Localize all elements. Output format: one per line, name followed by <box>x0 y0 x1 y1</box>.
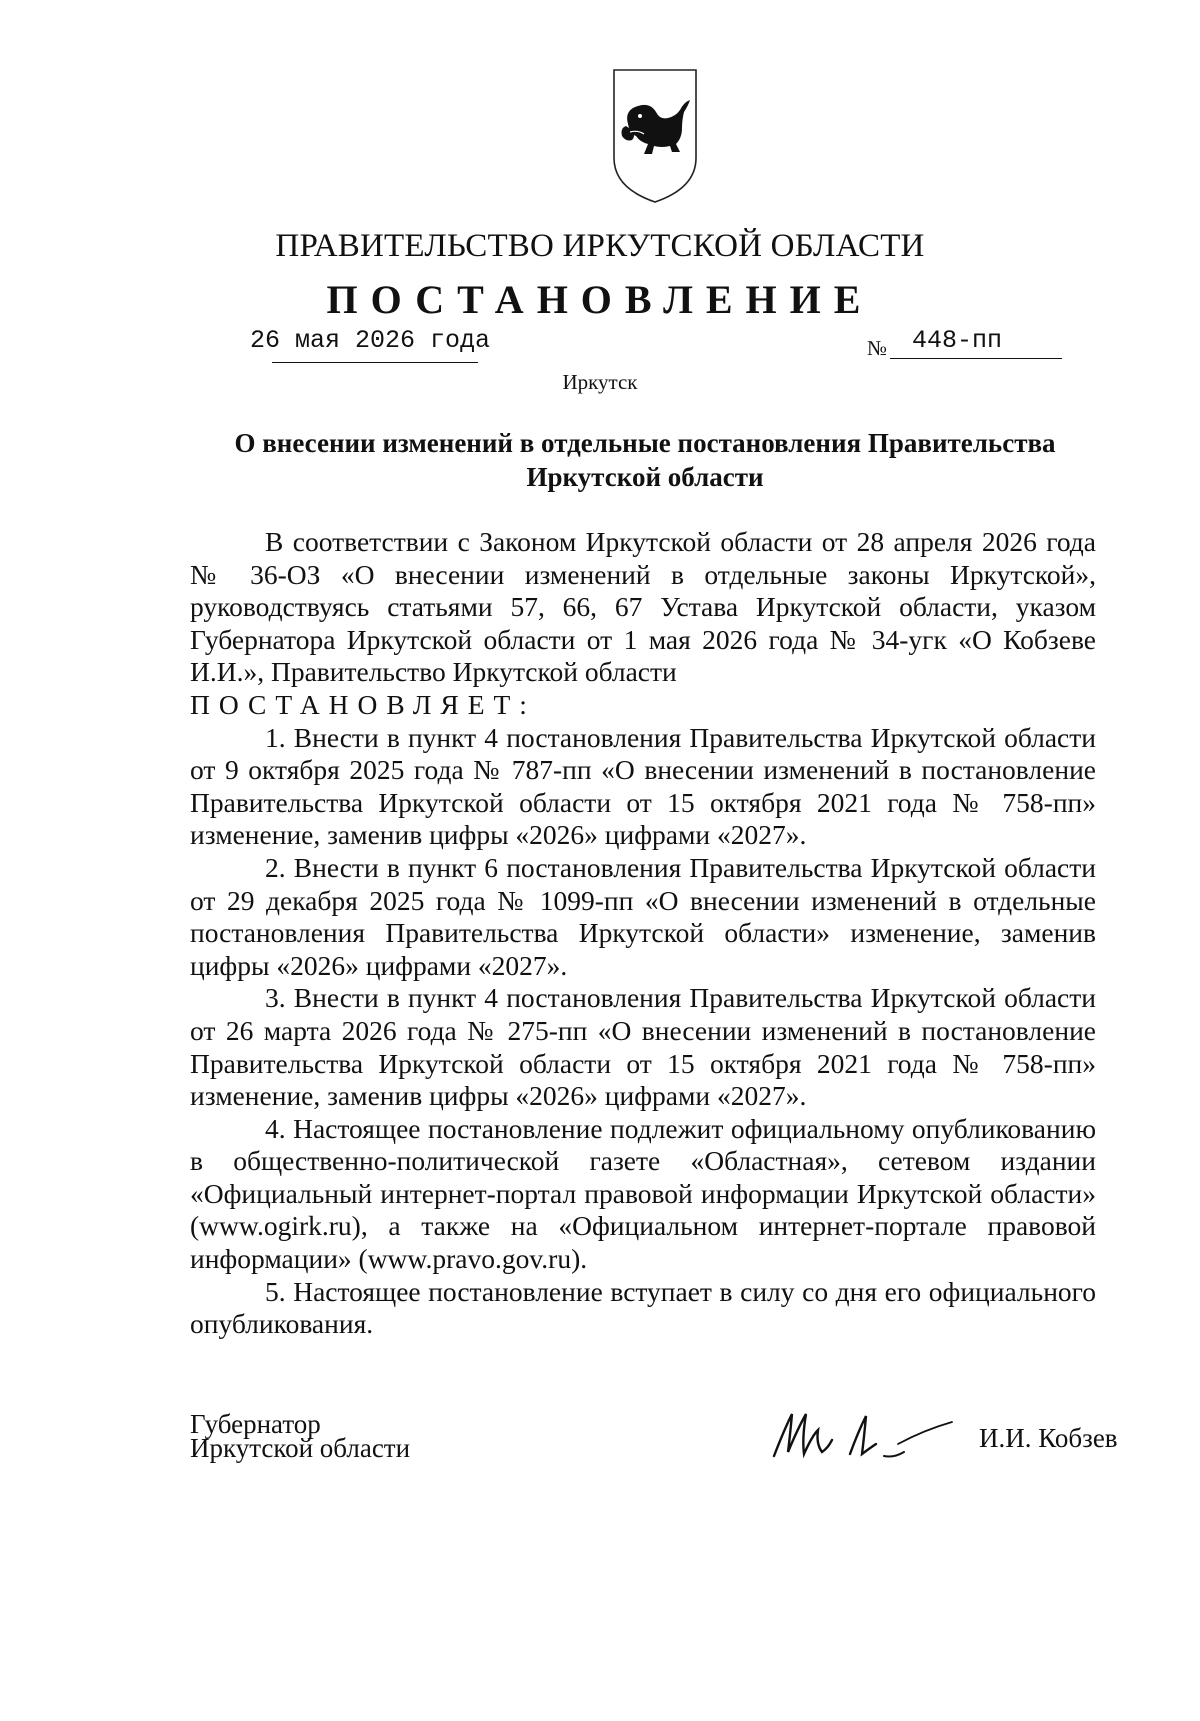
number-underline <box>890 358 1062 359</box>
document-body <box>190 526 1096 1341</box>
title-line-1: О внесении изменений в отдельные постановления Правительства <box>234 428 1056 458</box>
city: Иркутск <box>562 370 638 394</box>
signer-position <box>190 1409 411 1463</box>
document-number: 448-пп <box>912 326 1003 355</box>
item-4: 4. Настоящее постановление подлежит официальному опубликованию в общественно-политической газете «Областная», сетевом издании «Официальный интернет-портал правовой информации Иркутской области» (www.ogirk.ru), а также на «Официальном интернет-портале правовой информации» (www.pravo.gov.ru). <box>190 1112 1096 1275</box>
coat-of-arms-icon <box>610 66 700 206</box>
item-2: 2. Внести в пункт 6 постановления Правительства Иркутской области от 29 декабря 2025 года № 1099-пп «О внесении изменений в отдельные постановления Правительства Иркутской области» изменение, заменив цифры «2026» цифрами «2027». <box>190 851 1096 981</box>
signer-name: И.И. Кобзев <box>979 1423 1118 1453</box>
preamble-paragraph: В соответствии с Законом Иркутской области от 28 апреля 2026 года № 36-ОЗ «О внесении изменений в отдельные законы Иркутской», руководствуясь статьями 57, 66, 67 Устава Иркутской области, указом Губернатора Иркутской области от 1 мая 2026 года № 34-угк «О Кобзеве И.И.», Правительство Иркутской области <box>190 526 1096 688</box>
number-sign: № <box>867 336 888 360</box>
handwritten-signature-icon <box>766 1400 956 1470</box>
date-underline <box>272 362 478 363</box>
document-type: ПОСТАНОВЛЕНИЕ <box>326 277 874 322</box>
government-name: ПРАВИТЕЛЬСТВО ИРКУТСКОЙ ОБЛАСТИ <box>275 228 925 264</box>
signer-position-line-2: Иркутской области <box>190 1433 411 1463</box>
item-3: 3. Внести в пункт 4 постановления Правительства Иркутской области от 26 марта 2026 года № 275-пп «О внесении изменений в постановление Правительства Иркутской области от 15 октября 2021 года № 758-пп» изменение, заменив цифры «2026» цифрами «2027». <box>190 982 1096 1112</box>
item-5: 5. Настоящее постановление вступает в силу со дня его официального опубликования. <box>190 1275 1096 1340</box>
signer-position-line-1: Губернатор <box>190 1409 321 1439</box>
title-line-2: Иркутской области <box>526 462 764 492</box>
document-date: 26 мая 2026 года <box>250 326 491 355</box>
resolves-heading: ПОСТАНОВЛЯЕТ: <box>190 688 536 720</box>
document-title <box>190 426 1100 494</box>
item-1: 1. Внести в пункт 4 постановления Правительства Иркутской области от 9 октября 2025 года № 787-пп «О внесении изменений в постановление Правительства Иркутской области от 15 октября 2021 года № 758-пп» изменение, заменив цифры «2026» цифрами «2027». <box>190 721 1096 851</box>
